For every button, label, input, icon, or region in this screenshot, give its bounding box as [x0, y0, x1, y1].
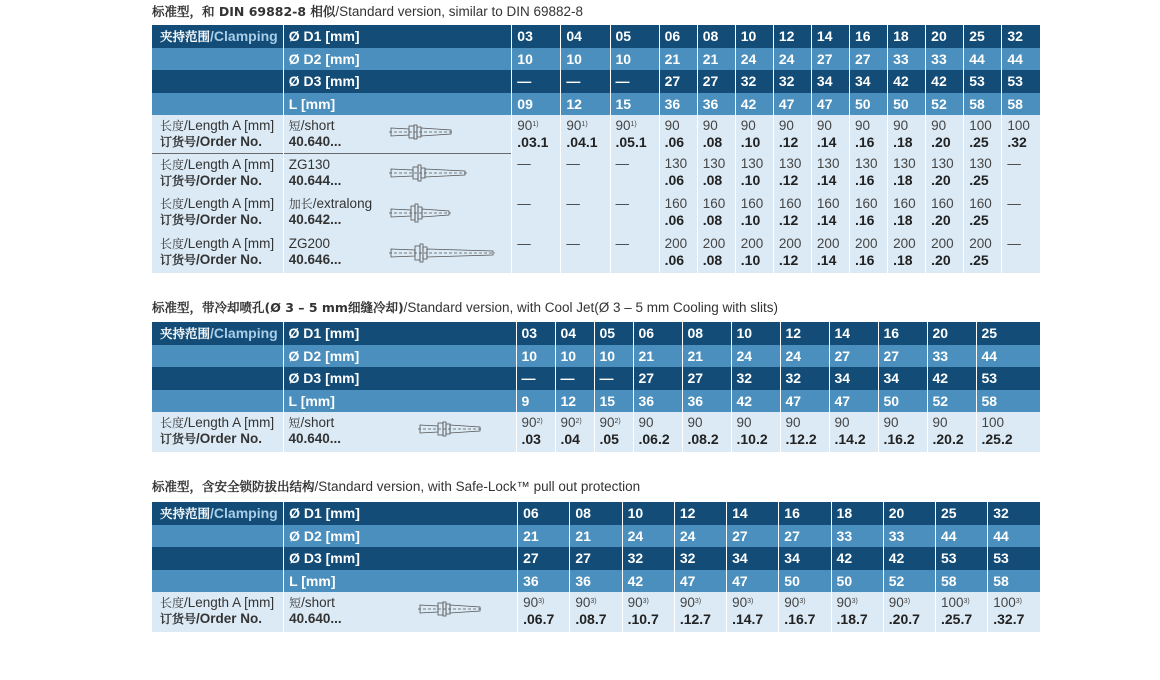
order-row	[152, 592, 1040, 632]
dimension-value: 27	[633, 367, 682, 390]
dimension-label: L [mm]	[283, 390, 516, 413]
clamping-label	[152, 25, 283, 48]
dimension-value: 14	[727, 502, 779, 525]
dimension-value: 27	[697, 70, 735, 93]
dimension-label: L [mm]	[283, 93, 512, 116]
clamping-en: /Clamping	[210, 28, 278, 45]
header-spacer	[152, 345, 283, 368]
dimension-value: 05	[610, 25, 659, 48]
dimension-value: 10	[594, 345, 633, 368]
dimension-value: 53	[976, 367, 1040, 390]
length-order-value: 90$^{3)}$ .08.7	[570, 592, 622, 632]
dimension-value: 42	[731, 390, 780, 413]
dimension-value: 06	[518, 502, 570, 525]
length-order-label: 长度/Length A [mm] 订货号/Order No.	[152, 193, 283, 233]
dimension-value: 15	[610, 93, 659, 116]
dimension-value: 44	[1002, 48, 1040, 71]
dimension-value: 33	[927, 345, 976, 368]
header-row	[152, 525, 1040, 548]
table-safe-lock	[152, 502, 1040, 632]
dimension-value: 36	[659, 93, 697, 116]
dimension-label: Ø D2 [mm]	[284, 525, 518, 548]
tool-holder-icon	[418, 599, 482, 623]
dimension-value: 36	[570, 570, 622, 593]
table-safe-lock-body	[152, 502, 1040, 632]
dimension-value: 42	[831, 547, 883, 570]
dimension-value: —	[555, 367, 594, 390]
length-order-value: 200 .25	[964, 233, 1002, 273]
length-order-value: 90 .12.2	[780, 412, 829, 452]
dimension-value: 36	[682, 390, 731, 413]
dimension-value: 53	[988, 547, 1040, 570]
length-order-value: 90 .20.2	[927, 412, 976, 452]
dimension-value: 14	[829, 322, 878, 345]
dimension-value: 50	[850, 93, 888, 116]
length-order-value: 130 .25	[964, 153, 1002, 193]
length-order-value: 200 .16	[850, 233, 888, 273]
length-order-value: 90$^{2)}$ .03	[516, 412, 555, 452]
dimension-value: 27	[850, 48, 888, 71]
length-order-value: 90$^{1)}$ .04.1	[561, 115, 610, 153]
dimension-value: 21	[518, 525, 570, 548]
length-order-value: 100 .25.2	[976, 412, 1040, 452]
dimension-value: 15	[594, 390, 633, 413]
dimension-value: 58	[936, 570, 988, 593]
dimension-label: Ø D3 [mm]	[284, 547, 518, 570]
dimension-value: 12	[780, 322, 829, 345]
length-order-value: 100$^{3)}$ .25.7	[936, 592, 988, 632]
dimension-value: 04	[561, 25, 610, 48]
dimension-value: 36	[697, 93, 735, 116]
length-order-value: 90 .08.2	[682, 412, 731, 452]
length-order-label: 长度/Length A [mm] 订货号/Order No.	[152, 592, 284, 632]
dimension-value: 32	[735, 70, 773, 93]
dimension-value: 52	[927, 390, 976, 413]
dimension-value: 27	[518, 547, 570, 570]
dimension-value: 50	[831, 570, 883, 593]
dimension-value: 24	[731, 345, 780, 368]
length-order-label: 长度/Length A [mm] 订货号/Order No.	[152, 115, 283, 153]
tool-holder-icon	[389, 122, 453, 146]
dimension-value: 42	[926, 70, 964, 93]
dimension-label: Ø D3 [mm]	[283, 70, 512, 93]
dimension-label: Ø D2 [mm]	[283, 345, 516, 368]
dimension-value: 53	[1002, 70, 1040, 93]
dimension-value: 34	[878, 367, 927, 390]
dimension-value: —	[610, 70, 659, 93]
dimension-value: 32	[674, 547, 726, 570]
dimension-value: 27	[779, 525, 831, 548]
dimension-label: Ø D1 [mm]	[283, 25, 512, 48]
variant-cell: 短/short 40.640...	[284, 592, 518, 632]
length-order-value: 90$^{3)}$ .06.7	[518, 592, 570, 632]
dimension-value: 10	[731, 322, 780, 345]
variant-cell: ZG130 40.644...	[283, 153, 512, 193]
dimension-value: 27	[811, 48, 849, 71]
dimension-value: 32	[622, 547, 674, 570]
length-order-value: —	[561, 193, 610, 233]
dimension-label: Ø D1 [mm]	[283, 322, 516, 345]
length-order-value: —	[610, 233, 659, 273]
table-cool-jet	[152, 322, 1040, 452]
dimension-value: 53	[936, 547, 988, 570]
header-row	[152, 547, 1040, 570]
dimension-value: 44	[936, 525, 988, 548]
dimension-value: 47	[780, 390, 829, 413]
dimension-value: 33	[888, 48, 926, 71]
length-order-value: 200 .18	[888, 233, 926, 273]
length-order-value: 90 .10	[735, 115, 773, 153]
variant-cell: 短/short 40.640...	[283, 115, 512, 153]
header-row	[152, 345, 1040, 368]
header-spacer	[152, 570, 284, 593]
table-standard-header	[152, 25, 1040, 273]
dimension-value: 12	[773, 25, 811, 48]
dimension-value: 58	[964, 93, 1002, 116]
dimension-value: 33	[831, 525, 883, 548]
header-spacer	[152, 48, 283, 71]
dimension-value: 10	[561, 48, 610, 71]
dimension-value: 14	[811, 25, 849, 48]
length-order-value: 130 .14	[811, 153, 849, 193]
variant-cell: 短/short 40.640...	[283, 412, 516, 452]
length-order-value: —	[512, 153, 561, 193]
dimension-value: 47	[727, 570, 779, 593]
length-order-value: 90 .14	[811, 115, 849, 153]
clamping-en: /Clamping	[210, 325, 278, 342]
dimension-value: 34	[779, 547, 831, 570]
header-row	[152, 93, 1040, 116]
length-order-value: 90 .06	[659, 115, 697, 153]
length-order-value: 90$^{3)}$ .18.7	[831, 592, 883, 632]
dimension-value: 42	[927, 367, 976, 390]
clamping-zh: 夹持范围	[160, 506, 211, 522]
dimension-value: 50	[888, 93, 926, 116]
length-order-value: 100 .32	[1002, 115, 1040, 153]
dimension-label: Ø D1 [mm]	[284, 502, 518, 525]
dimension-value: 47	[811, 93, 849, 116]
dimension-value: 32	[773, 70, 811, 93]
section3-title: 标准型，含安全锁防拔出结构/Standard version, with Safe-Lock™ pull out protection	[152, 479, 641, 494]
length-order-value: 90$^{2)}$ .05	[594, 412, 633, 452]
dimension-value: 9	[516, 390, 555, 413]
length-order-value: 200 .08	[697, 233, 735, 273]
length-order-value: 130 .12	[773, 153, 811, 193]
length-order-value: 160 .25	[964, 193, 1002, 233]
length-order-value: —	[1002, 153, 1040, 193]
header-row	[152, 390, 1040, 413]
dimension-value: 21	[570, 525, 622, 548]
dimension-value: 34	[829, 367, 878, 390]
dimension-value: 53	[964, 70, 1002, 93]
dimension-value: 52	[883, 570, 935, 593]
length-order-value: —	[1002, 233, 1040, 273]
dimension-label: Ø D3 [mm]	[283, 367, 516, 390]
length-order-value: 200 .06	[659, 233, 697, 273]
dimension-value: 42	[622, 570, 674, 593]
length-order-value: 90 .06.2	[633, 412, 682, 452]
dimension-value: 09	[512, 93, 561, 116]
dimension-value: —	[594, 367, 633, 390]
dimension-value: 24	[735, 48, 773, 71]
length-order-value: 90 .12	[773, 115, 811, 153]
length-order-value: 160 .10	[735, 193, 773, 233]
length-order-value: 130 .20	[926, 153, 964, 193]
dimension-value: 12	[561, 93, 610, 116]
dimension-value: 18	[888, 25, 926, 48]
dimension-value: 21	[633, 345, 682, 368]
order-row	[152, 233, 1040, 273]
length-order-value: 160 .14	[811, 193, 849, 233]
dimension-value: 16	[850, 25, 888, 48]
dimension-value: 32	[988, 502, 1040, 525]
order-row	[152, 412, 1040, 452]
length-order-value: 90$^{2)}$ .04	[555, 412, 594, 452]
order-row	[152, 153, 1040, 193]
dimension-value: 42	[888, 70, 926, 93]
tool-holder-icon	[389, 163, 467, 187]
dimension-value: 44	[988, 525, 1040, 548]
dimension-value: 50	[779, 570, 831, 593]
length-order-label: 长度/Length A [mm] 订货号/Order No.	[152, 153, 283, 193]
header-row	[152, 367, 1040, 390]
dimension-value: 42	[735, 93, 773, 116]
dimension-value: —	[561, 70, 610, 93]
clamping-zh: 夹持范围	[160, 326, 211, 342]
table-cool-jet-body	[152, 322, 1040, 452]
dimension-value: 16	[779, 502, 831, 525]
dimension-value: 06	[633, 322, 682, 345]
length-order-value: 130 .16	[850, 153, 888, 193]
length-order-value: 160 .08	[697, 193, 735, 233]
length-order-value: 200 .12	[773, 233, 811, 273]
length-order-value: 90 .08	[697, 115, 735, 153]
header-spacer	[152, 367, 283, 390]
dimension-value: 32	[780, 367, 829, 390]
dimension-value: 58	[976, 390, 1040, 413]
length-order-value: 90$^{3)}$ .16.7	[779, 592, 831, 632]
length-order-value: 90$^{1)}$ .05.1	[610, 115, 659, 153]
dimension-value: 25	[964, 25, 1002, 48]
dimension-value: 44	[976, 345, 1040, 368]
order-row	[152, 193, 1040, 233]
length-order-label: 长度/Length A [mm] 订货号/Order No.	[152, 233, 283, 273]
header-row	[152, 322, 1040, 345]
dimension-value: 36	[633, 390, 682, 413]
tool-holder-icon	[418, 419, 482, 443]
dimension-value: 10	[610, 48, 659, 71]
section2-title: 标准型，带冷却喷孔(Ø 3 – 5 mm细缝冷却)/Standard version, with Cool Jet(Ø 3 – 5 mm Cooling with slits)	[152, 300, 779, 315]
dimension-value: 34	[727, 547, 779, 570]
dimension-value: 03	[512, 25, 561, 48]
length-order-value: 200 .14	[811, 233, 849, 273]
dimension-value: 32	[731, 367, 780, 390]
dimension-value: 08	[682, 322, 731, 345]
dimension-value: 47	[773, 93, 811, 116]
tool-holder-icon	[389, 202, 451, 228]
length-order-value: 90 .16.2	[878, 412, 927, 452]
length-order-value: 130 .06	[659, 153, 697, 193]
length-order-value: —	[512, 193, 561, 233]
dimension-value: 47	[674, 570, 726, 593]
length-order-value: 160 .06	[659, 193, 697, 233]
tool-holder-icon	[389, 242, 495, 268]
dimension-value: 34	[811, 70, 849, 93]
dimension-value: 44	[964, 48, 1002, 71]
dimension-value: 12	[555, 390, 594, 413]
length-order-value: —	[1002, 193, 1040, 233]
dimension-value: 20	[883, 502, 935, 525]
length-order-value: 90 .14.2	[829, 412, 878, 452]
length-order-value: 130 .18	[888, 153, 926, 193]
dimension-value: 12	[674, 502, 726, 525]
dimension-value: 08	[570, 502, 622, 525]
length-order-value: 200 .10	[735, 233, 773, 273]
dimension-value: 24	[674, 525, 726, 548]
clamping-label	[152, 322, 283, 345]
dimension-value: 08	[697, 25, 735, 48]
dimension-value: 27	[829, 345, 878, 368]
dimension-value: 10	[512, 48, 561, 71]
length-order-value: 100 .25	[964, 115, 1002, 153]
dimension-value: 24	[773, 48, 811, 71]
length-order-value: 160 .20	[926, 193, 964, 233]
header-spacer	[152, 525, 284, 548]
length-order-value: —	[610, 153, 659, 193]
dimension-value: 05	[594, 322, 633, 345]
dimension-value: 33	[883, 525, 935, 548]
dimension-value: 36	[518, 570, 570, 593]
header-spacer	[152, 93, 283, 116]
length-order-value: —	[512, 233, 561, 273]
dimension-value: 03	[516, 322, 555, 345]
dimension-value: 16	[878, 322, 927, 345]
length-order-value: 90 .16	[850, 115, 888, 153]
length-order-value: 160 .12	[773, 193, 811, 233]
header-spacer	[152, 547, 284, 570]
dimension-value: 20	[927, 322, 976, 345]
clamping-en: /Clamping	[210, 505, 278, 522]
dimension-value: 33	[926, 48, 964, 71]
header-spacer	[152, 390, 283, 413]
length-order-value: 100$^{3)}$ .32.7	[988, 592, 1040, 632]
header-row	[152, 70, 1040, 93]
order-row	[152, 115, 1040, 153]
dimension-value: 34	[850, 70, 888, 93]
length-order-value: 90$^{3)}$ .20.7	[883, 592, 935, 632]
dimension-value: —	[516, 367, 555, 390]
length-order-value: 90$^{3)}$ .10.7	[622, 592, 674, 632]
dimension-value: 27	[727, 525, 779, 548]
dimension-value: 06	[659, 25, 697, 48]
dimension-value: 21	[659, 48, 697, 71]
dimension-value: 58	[988, 570, 1040, 593]
dimension-value: 24	[780, 345, 829, 368]
dimension-value: 20	[926, 25, 964, 48]
dimension-label: Ø D2 [mm]	[283, 48, 512, 71]
dimension-value: 27	[570, 547, 622, 570]
header-row	[152, 48, 1040, 71]
dimension-value: 25	[936, 502, 988, 525]
header-row	[152, 25, 1040, 48]
dimension-value: 24	[622, 525, 674, 548]
dimension-value: 47	[829, 390, 878, 413]
variant-cell: 加长/extralong 40.642...	[283, 193, 512, 233]
dimension-value: 27	[659, 70, 697, 93]
dimension-value: —	[512, 70, 561, 93]
dimension-value: 10	[735, 25, 773, 48]
dimension-value: 50	[878, 390, 927, 413]
length-order-value: 90 .18	[888, 115, 926, 153]
header-row	[152, 570, 1040, 593]
variant-cell: ZG200 40.646...	[283, 233, 512, 273]
dimension-value: 18	[831, 502, 883, 525]
dimension-value: 10	[516, 345, 555, 368]
dimension-value: 27	[682, 367, 731, 390]
dimension-value: 10	[555, 345, 594, 368]
length-order-value: 200 .20	[926, 233, 964, 273]
dimension-value: 27	[878, 345, 927, 368]
table-standard-version	[152, 25, 1040, 273]
dimension-label: L [mm]	[284, 570, 518, 593]
length-order-value: —	[561, 233, 610, 273]
length-order-label: 长度/Length A [mm] 订货号/Order No.	[152, 412, 283, 452]
length-order-value: —	[561, 153, 610, 193]
dimension-value: 10	[622, 502, 674, 525]
dimension-value: 21	[682, 345, 731, 368]
dimension-value: 42	[883, 547, 935, 570]
header-spacer	[152, 70, 283, 93]
length-order-value: 130 .10	[735, 153, 773, 193]
length-order-value: 90 .10.2	[731, 412, 780, 452]
dimension-value: 52	[926, 93, 964, 116]
length-order-value: 160 .16	[850, 193, 888, 233]
header-row	[152, 502, 1040, 525]
dimension-value: 32	[1002, 25, 1040, 48]
length-order-value: 130 .08	[697, 153, 735, 193]
dimension-value: 21	[697, 48, 735, 71]
dimension-value: 58	[1002, 93, 1040, 116]
clamping-label	[152, 502, 284, 525]
clamping-zh: 夹持范围	[160, 29, 211, 45]
length-order-value: 90$^{1)}$ .03.1	[512, 115, 561, 153]
length-order-value: 90 .20	[926, 115, 964, 153]
length-order-value: —	[610, 193, 659, 233]
section1-title: 标准型，和 DIN 69882-8 相似/Standard version, similar to DIN 69882-8	[152, 4, 584, 19]
length-order-value: 90$^{3)}$ .14.7	[727, 592, 779, 632]
length-order-value: 90$^{3)}$ .12.7	[674, 592, 726, 632]
length-order-value: 160 .18	[888, 193, 926, 233]
dimension-value: 25	[976, 322, 1040, 345]
dimension-value: 04	[555, 322, 594, 345]
